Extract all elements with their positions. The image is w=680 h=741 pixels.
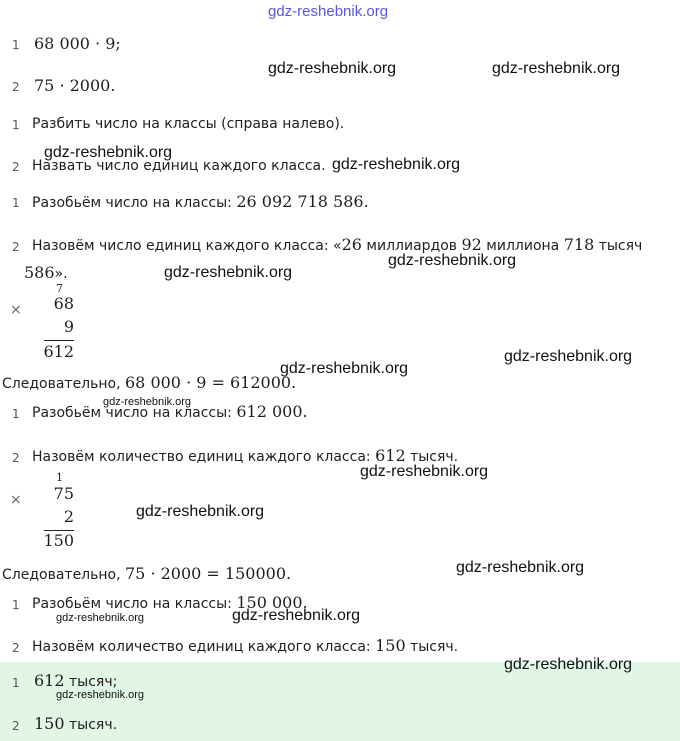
mult1-step-1 <box>32 402 308 421</box>
product: 150 <box>43 531 74 550</box>
answer-2-word: тысяч. <box>64 717 118 733</box>
answer-1-word: тысяч; <box>64 674 118 690</box>
example-close-quote: ». <box>54 266 68 282</box>
mult1-step-2-word: тысяч. <box>405 449 459 465</box>
example-number-1: 1 <box>12 196 20 210</box>
example-millions: 92 <box>461 235 482 254</box>
watermark: gdz-reshebnik.org <box>268 60 397 77</box>
result-line <box>44 340 74 341</box>
example-billions-word: миллиардов <box>361 238 462 254</box>
watermark: gdz-reshebnik.org <box>360 463 489 480</box>
multiplier: 9 <box>63 317 74 336</box>
task-expression-1: 68 000 · 9; <box>34 34 121 53</box>
multiplicand: 75 <box>53 484 74 503</box>
example-units: 586 <box>24 263 55 282</box>
conclusion-1-text: Следовательно, <box>2 376 125 392</box>
mult2-step-2-text: Назовём количество единиц каждого класса: <box>32 639 376 655</box>
example-step-2-text: Назовём число единиц каждого класса: « <box>32 238 342 254</box>
conclusion-1 <box>2 373 296 392</box>
watermark: gdz-reshebnik.org <box>504 656 633 673</box>
carry-digit: 7 <box>56 282 63 295</box>
algorithm-step-1: Разбить число на классы (справа налево). <box>32 116 345 132</box>
mult1-step-1-number: 612 000. <box>236 402 308 421</box>
watermark: gdz-reshebnik.org <box>456 559 585 576</box>
answer-number-2: 2 <box>12 719 20 733</box>
step-number-1: 1 <box>12 598 20 612</box>
answer-2-number: 150 <box>34 714 65 733</box>
multiply-sign-icon: × <box>10 492 22 508</box>
mult2-step-1-text: Разобьём число на классы: <box>32 596 237 612</box>
example-thousands: 718 <box>563 235 595 254</box>
task-expression-2: 75 · 2000. <box>34 76 116 95</box>
conclusion-2-text: Следовательно, <box>2 567 125 583</box>
algorithm-step-2: Назвать число единиц каждого класса. <box>32 158 326 174</box>
answer-1 <box>34 671 117 690</box>
algorithm-number-2: 2 <box>12 160 20 174</box>
product: 612 <box>43 342 74 361</box>
watermark: gdz-reshebnik.org <box>332 156 461 173</box>
watermark: gdz-reshebnik.org <box>504 348 633 365</box>
example-millions-word: миллиона <box>481 238 564 254</box>
watermark: gdz-reshebnik.org <box>164 264 293 281</box>
answer-1-number: 612 <box>34 671 65 690</box>
example-step-1-text: Разобьём число на классы: <box>32 195 237 211</box>
watermark: gdz-reshebnik.org <box>232 607 361 624</box>
example-billions: 26 <box>341 235 362 254</box>
watermark-small: gdz-reshebnik.org <box>56 689 145 701</box>
watermark-small: gdz-reshebnik.org <box>103 396 192 408</box>
watermark: gdz-reshebnik.org <box>44 144 173 161</box>
watermark: gdz-reshebnik.org <box>492 60 621 77</box>
example-number-2: 2 <box>12 240 20 254</box>
mult1-step-1-text: Разобьём число на классы: <box>32 405 237 421</box>
multiplier: 2 <box>63 507 74 526</box>
mult2-step-2-number: 150 <box>375 636 406 655</box>
conclusion-2-math: 75 · 2000 = 150000. <box>125 564 292 583</box>
multiply-sign-icon: × <box>10 302 22 318</box>
conclusion-1-math: 68 000 · 9 = 612000. <box>125 373 297 392</box>
watermark: gdz-reshebnik.org <box>280 360 409 377</box>
task-number-2: 2 <box>12 80 20 94</box>
example-step-2-continuation <box>24 263 68 282</box>
watermark: gdz-reshebnik.org <box>136 503 265 520</box>
mult1-step-2-text: Назовём количество единиц каждого класса: <box>32 449 376 465</box>
example-step-2 <box>32 235 642 254</box>
watermark-top: gdz-reshebnik.org <box>268 3 389 20</box>
algorithm-number-1: 1 <box>12 118 20 132</box>
answer-2 <box>34 714 117 733</box>
step-number-2: 2 <box>12 641 20 655</box>
conclusion-2 <box>2 564 291 583</box>
watermark-small: gdz-reshebnik.org <box>56 612 145 624</box>
example-step-1-number: 26 092 718 586. <box>236 192 369 211</box>
mult2-step-1-number: 150 000. <box>236 593 308 612</box>
mult2-step-2-word: тысяч. <box>405 639 459 655</box>
mult2-step-2 <box>32 636 458 655</box>
example-thousands-word: тысяч <box>594 238 643 254</box>
mult1-step-2-number: 612 <box>375 446 406 465</box>
watermark: gdz-reshebnik.org <box>388 252 517 269</box>
example-step-1 <box>32 192 369 211</box>
step-number-1: 1 <box>12 407 20 421</box>
task-number-1: 1 <box>12 38 20 52</box>
multiplicand: 68 <box>53 294 74 313</box>
carry-digit: 1 <box>56 471 63 484</box>
step-number-2: 2 <box>12 451 20 465</box>
answer-number-1: 1 <box>12 676 20 690</box>
